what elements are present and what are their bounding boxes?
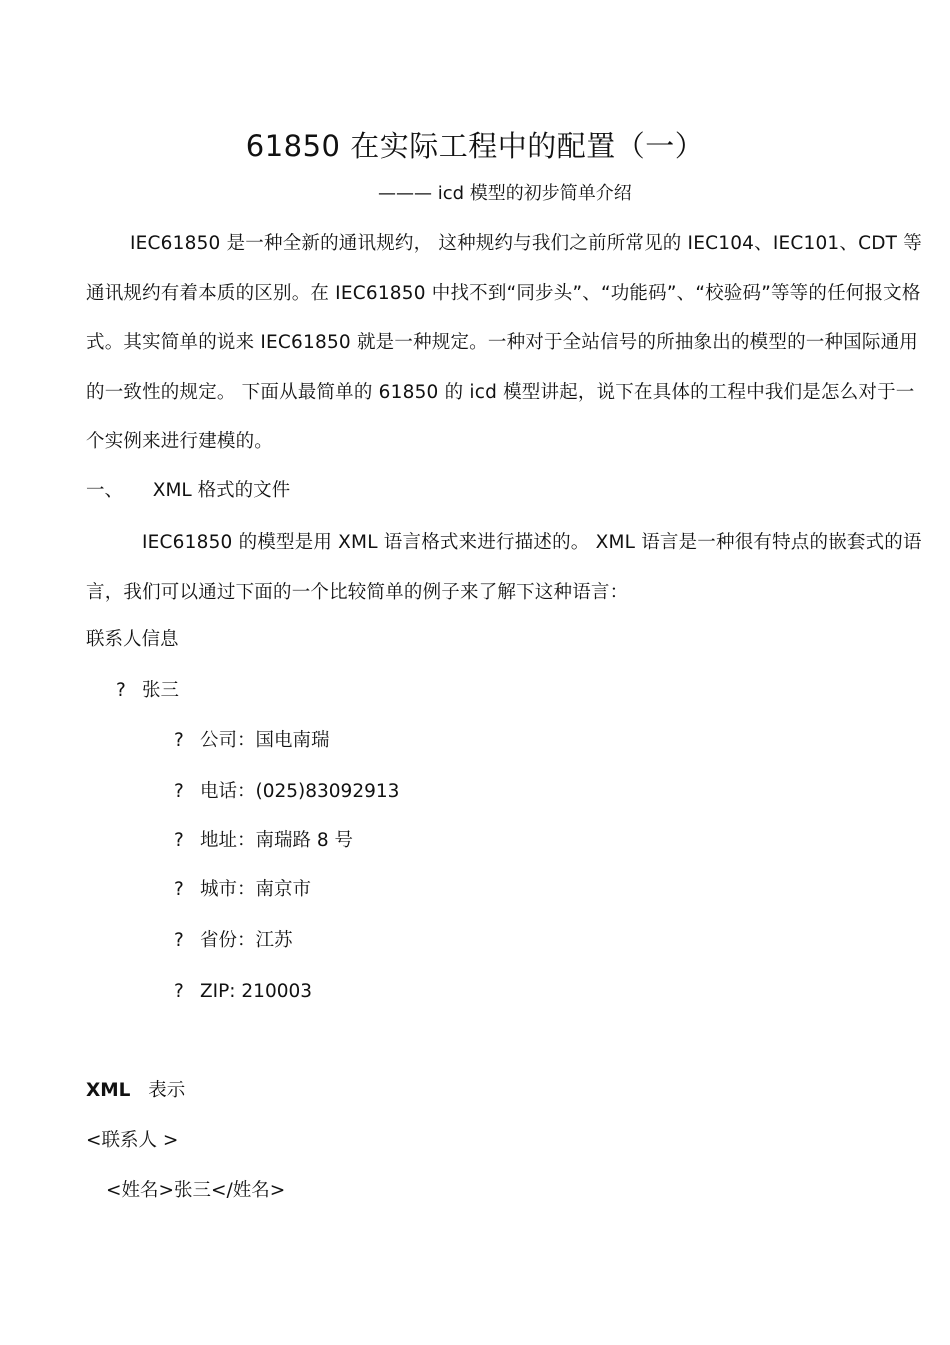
xml-label-text: 表示 (148, 1080, 186, 1101)
document-title: 61850 在实际工程中的配置（一） (245, 129, 705, 163)
contact-field: ZIP: 210003 (200, 981, 313, 1002)
xml-label (86, 1078, 185, 1104)
xml-line: <姓名>张三</姓名> (106, 1180, 286, 1201)
list-item (174, 979, 312, 1005)
list-item (174, 828, 353, 854)
contact-field: 省份：江苏 (200, 930, 293, 951)
contact-name: 张三 (142, 680, 180, 701)
bullet-marker: ? (174, 879, 184, 900)
section-number: 一、 (86, 480, 124, 501)
list-item (174, 728, 330, 754)
bullet-marker: ? (174, 730, 184, 751)
bullet-marker: ? (174, 930, 184, 951)
xml-line: <联系人 > (86, 1130, 179, 1151)
list-item (174, 928, 293, 954)
contact-field: 城市：南京市 (200, 879, 312, 900)
contact-heading: 联系人信息 (86, 629, 179, 650)
list-item (174, 779, 399, 805)
section-title: XML 格式的文件 (152, 480, 291, 501)
intro-paragraph: IEC61850 是一种全新的通讯规约， 这种规约与我们之前所常见的 IEC104、IEC101、CDT 等通讯规约有着本质的区别。在 IEC61850 中找不到“同步头”、“功能码”、“校验码”等等的任何报文格式。其实简单的说来 IEC61850 就是一种规定。一种对于全站信号的所抽象出的模型的一种国际通用的一致性的规定。 下面从最简单的 61850 的 icd 模型讲起，说下在具体的工程中我们是怎么对于一个实例来进行建模的。 (86, 233, 922, 452)
list-item (174, 877, 311, 903)
xml-label-bold: XML (86, 1080, 131, 1101)
section-heading (86, 478, 290, 504)
bullet-marker: ? (174, 981, 184, 1002)
xml-intro-paragraph: IEC61850 的模型是用 XML 语言格式来进行描述的。 XML 语言是一种很有特点的嵌套式的语言，我们可以通过下面的一个比较简单的例子来了解下这种语言： (86, 532, 922, 603)
bullet-marker: ? (174, 781, 184, 802)
list-item-name (116, 678, 179, 704)
document-subtitle: ——— icd 模型的初步简单介绍 (378, 183, 632, 204)
contact-field: 公司：国电南瑞 (200, 730, 330, 751)
bullet-marker: ? (174, 830, 184, 851)
contact-field: 地址：南瑞路 8 号 (200, 830, 354, 851)
bullet-marker: ? (116, 680, 126, 701)
contact-field: 电话：(025)83092913 (200, 781, 400, 802)
